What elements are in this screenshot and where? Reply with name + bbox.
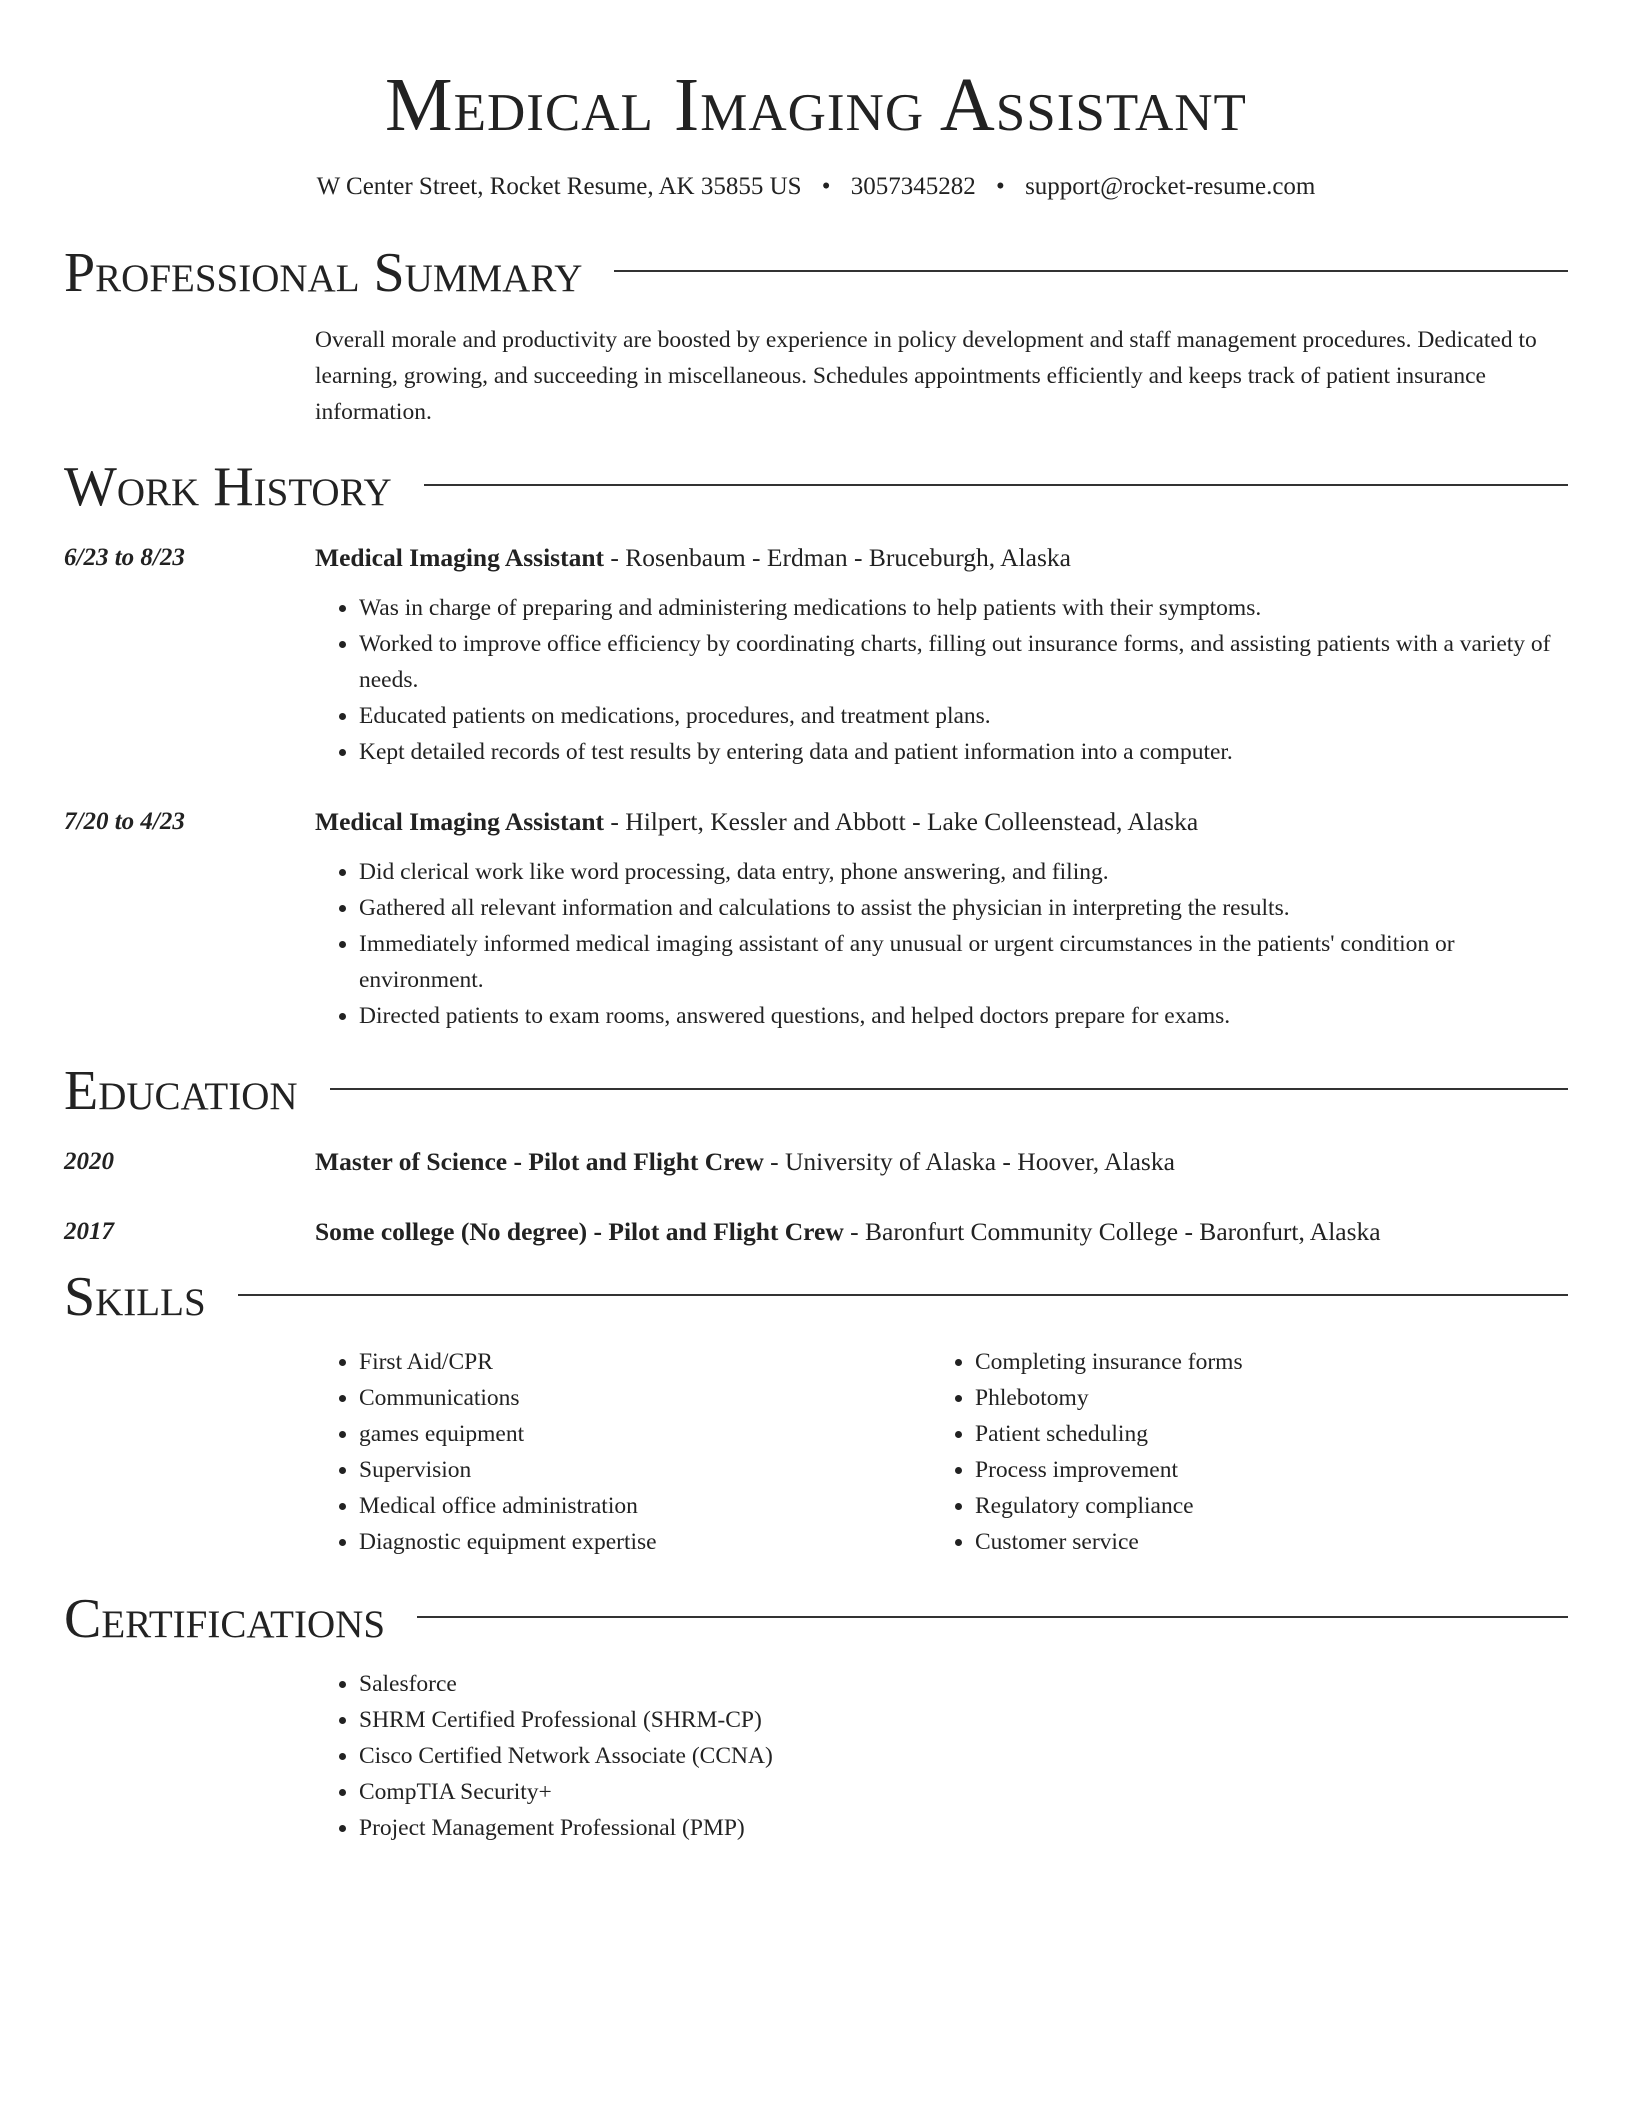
certification-item: • Project Management Professional (PMP) <box>359 1810 1568 1846</box>
skill-item: • Supervision <box>359 1452 931 1488</box>
certification-item: • SHRM Certified Professional (SHRM-CP) <box>359 1702 1568 1738</box>
job-bullet: • Worked to improve office efficiency by coordinating charts, filling out insurance forms, and assisting patients with a variety of needs. <box>359 626 1568 698</box>
certification-item: • Salesforce <box>359 1666 1568 1702</box>
section-header <box>64 1588 1568 1650</box>
certifications-items <box>315 1666 1568 1846</box>
contact-separator: • <box>996 173 1005 200</box>
skill-item: • Process improvement <box>975 1452 1547 1488</box>
education-entry <box>64 1214 1568 1250</box>
education-body <box>315 1144 1568 1180</box>
skills-list <box>931 1344 1547 1560</box>
job-bullet: • Educated patients on medications, procedures, and treatment plans. <box>359 698 1568 734</box>
education-line <box>315 1144 1568 1180</box>
skill-item: • Regulatory compliance <box>975 1488 1547 1524</box>
education-degree: Master of Science - Pilot and Flight Crew <box>315 1147 764 1176</box>
job-title-line <box>315 804 1568 840</box>
certification-item: • CompTIA Security+ <box>359 1774 1568 1810</box>
job-bullet: • Directed patients to exam rooms, answered questions, and helped doctors prepare for exams. <box>359 998 1568 1034</box>
skill-item: • Customer service <box>975 1524 1547 1560</box>
section-work-history <box>64 456 1568 1034</box>
job-dates: 6/23 to 8/23 <box>64 544 185 571</box>
skill-item: • Phlebotomy <box>975 1380 1547 1416</box>
section-education <box>64 1060 1568 1250</box>
resume-name: Medical Imaging Assistant <box>385 63 1247 147</box>
education-line <box>315 1214 1568 1250</box>
job-details: - Rosenbaum - Erdman - Bruceburgh, Alaska <box>604 543 1071 572</box>
job-dates: 7/20 to 4/23 <box>64 808 185 835</box>
section-divider <box>614 270 1568 272</box>
skills-column-left <box>315 1344 931 1560</box>
job-body <box>315 804 1568 1034</box>
section-title-skills: Skills <box>64 1266 206 1328</box>
education-details: - Baronfurt Community College - Baronfurt, Alaska <box>843 1217 1381 1246</box>
section-header <box>64 242 1568 304</box>
job-entry <box>64 804 1568 1034</box>
skill-item: • First Aid/CPR <box>359 1344 931 1380</box>
job-title-line <box>315 540 1568 576</box>
job-bullet: • Immediately informed medical imaging assistant of any unusual or urgent circumstances in the patients' condition or environment. <box>359 926 1568 998</box>
section-divider <box>330 1088 1568 1090</box>
education-degree: Some college (No degree) - Pilot and Flight Crew <box>315 1217 844 1246</box>
section-divider <box>238 1294 1568 1296</box>
contact-line <box>64 170 1568 204</box>
skill-item: • Communications <box>359 1380 931 1416</box>
section-divider <box>424 484 1568 486</box>
education-year: 2017 <box>64 1218 114 1245</box>
skills-column-right <box>931 1344 1547 1560</box>
section-title-education: Education <box>64 1060 298 1122</box>
skill-item: • games equipment <box>359 1416 931 1452</box>
education-details: - University of Alaska - Hoover, Alaska <box>763 1147 1175 1176</box>
job-bullet: • Kept detailed records of test results by entering data and patient information into a computer. <box>359 734 1568 770</box>
job-bullet: • Was in charge of preparing and administering medications to help patients with their symptoms. <box>359 590 1568 626</box>
job-details: - Hilpert, Kessler and Abbott - Lake Colleenstead, Alaska <box>604 807 1199 836</box>
job-bullets <box>315 854 1568 1034</box>
education-year: 2020 <box>64 1148 114 1175</box>
section-title-certifications: Certifications <box>64 1588 386 1650</box>
section-certifications <box>64 1588 1568 1846</box>
resume-page <box>64 0 1568 1846</box>
skills-grid <box>315 1344 1568 1560</box>
section-header <box>64 456 1568 518</box>
section-divider <box>417 1616 1568 1618</box>
skill-item: • Completing insurance forms <box>975 1344 1547 1380</box>
certifications-list <box>315 1666 1568 1846</box>
job-bullet: • Gathered all relevant information and calculations to assist the physician in interpreting the results. <box>359 890 1568 926</box>
job-bullet: • Did clerical work like word processing, data entry, phone answering, and filing. <box>359 854 1568 890</box>
summary-text: Overall morale and productivity are boosted by experience in policy development and staff management procedures. Dedicated to learning, growing, and succeeding in miscellaneous. Schedules appointments efficiently and keeps track of patient insurance information. <box>315 327 1537 425</box>
section-title-work-history: Work History <box>64 456 392 518</box>
job-bullets <box>315 590 1568 770</box>
section-header <box>64 1266 1568 1328</box>
education-body <box>315 1214 1568 1250</box>
skill-item: • Diagnostic equipment expertise <box>359 1524 931 1560</box>
section-header <box>64 1060 1568 1122</box>
certification-item: • Cisco Certified Network Associate (CCNA) <box>359 1738 1568 1774</box>
job-body <box>315 540 1568 770</box>
contact-separator: • <box>821 173 831 200</box>
skills-list <box>315 1344 931 1560</box>
contact-address: W Center Street, Rocket Resume, AK 35855 US <box>316 173 802 200</box>
education-entry <box>64 1144 1568 1180</box>
skill-item: • Patient scheduling <box>975 1416 1547 1452</box>
section-skills <box>64 1266 1568 1560</box>
job-role: Medical Imaging Assistant <box>315 807 605 836</box>
section-title-summary: Professional Summary <box>64 242 583 304</box>
contact-email: support@rocket-resume.com <box>1025 173 1316 200</box>
contact-phone: 3057345282 <box>850 173 976 200</box>
job-role: Medical Imaging Assistant <box>315 543 605 572</box>
skill-item: • Medical office administration <box>359 1488 931 1524</box>
section-summary <box>64 242 1568 430</box>
job-entry <box>64 540 1568 770</box>
